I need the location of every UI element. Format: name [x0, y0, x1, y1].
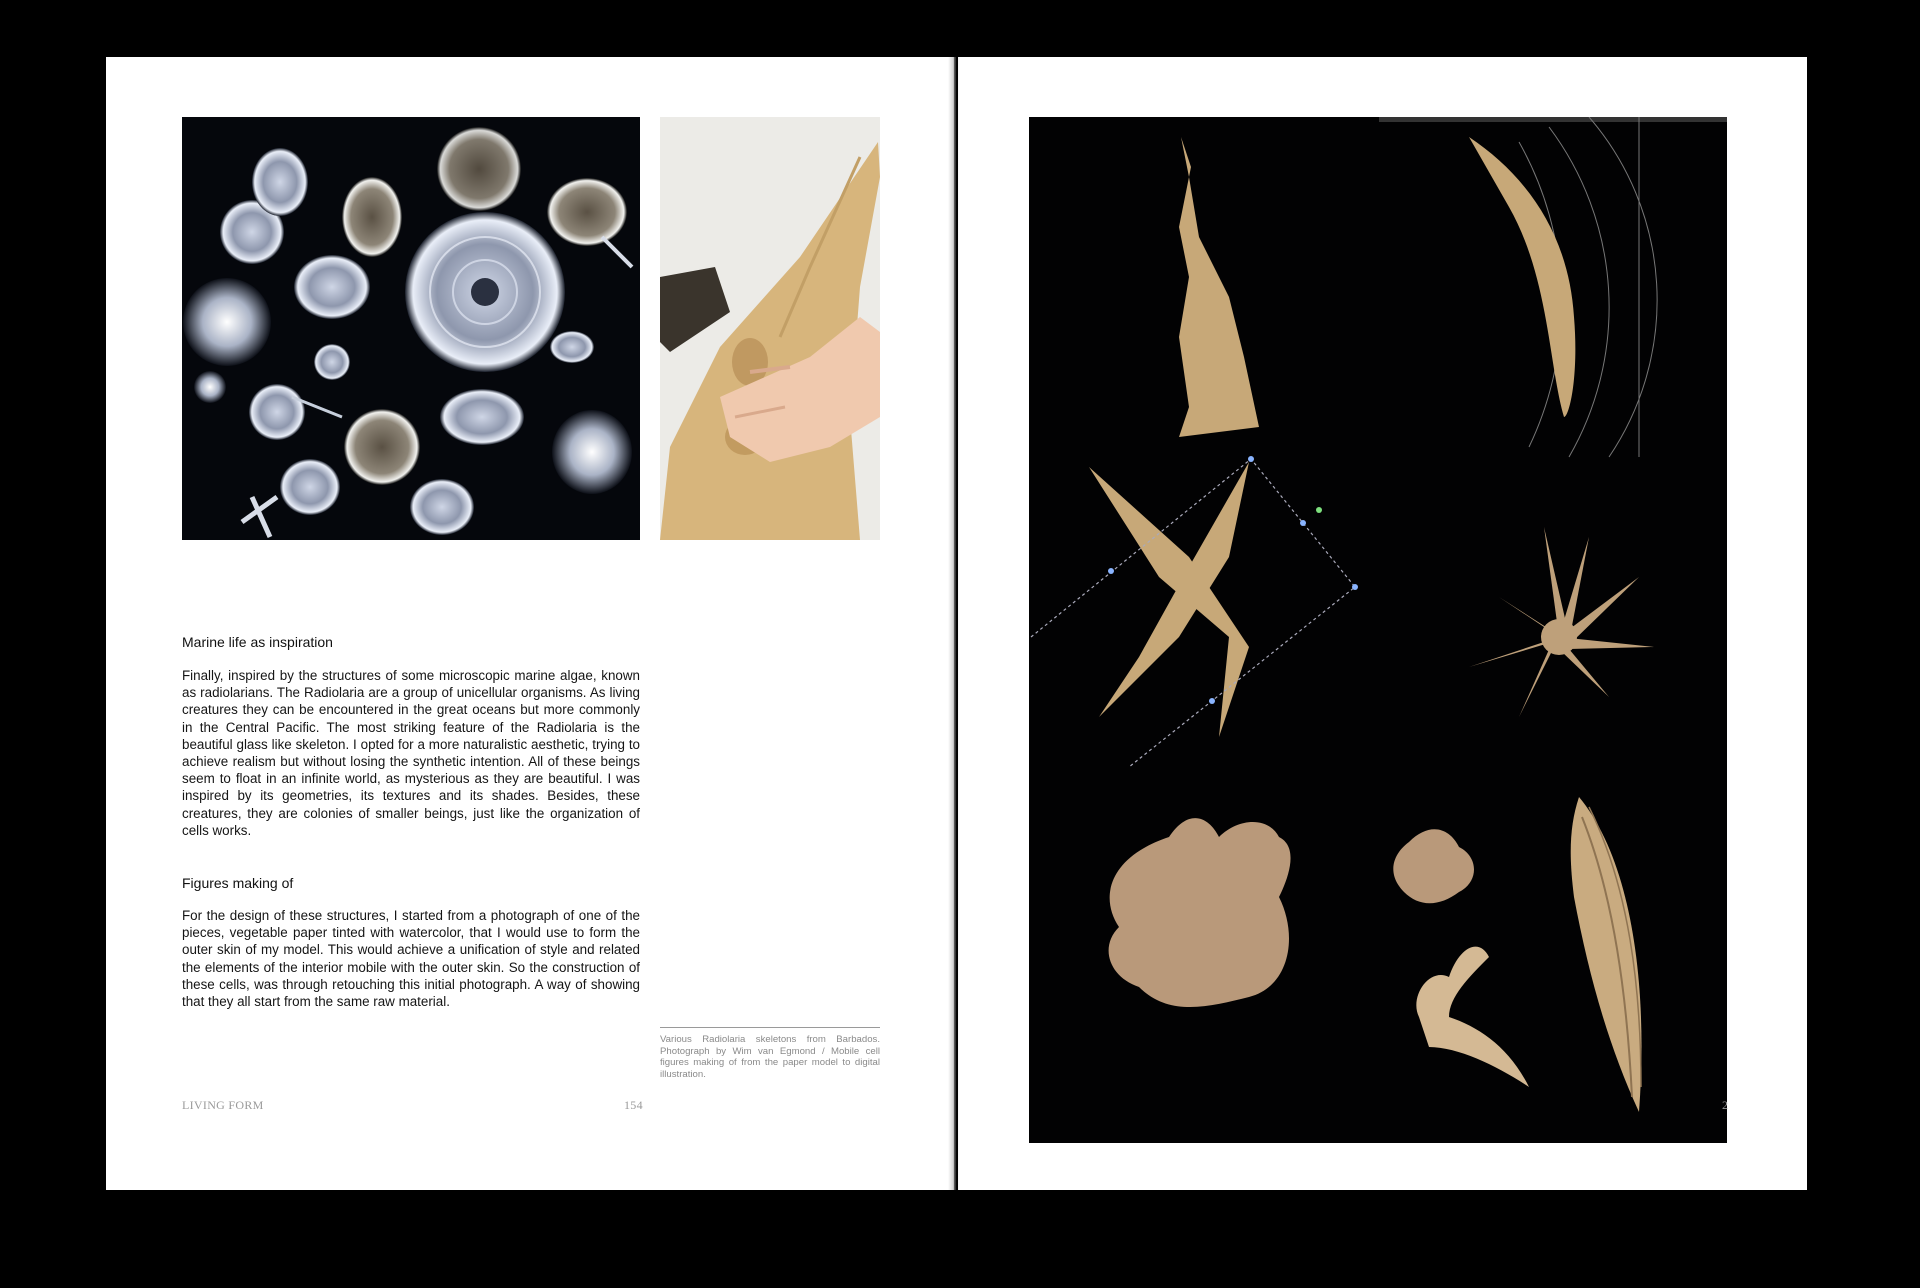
book-gutter [948, 57, 960, 1190]
paper-model-photo [660, 117, 880, 540]
page-number-left: 154 [624, 1098, 643, 1112]
section-heading-marine-life: Marine life as inspiration [182, 634, 333, 650]
section-heading-figures-making-of: Figures making of [182, 875, 294, 891]
page-number-right: 2 [1722, 1098, 1729, 1112]
running-title: LIVING FORM [182, 1098, 264, 1112]
section-body-marine-life: Finally, inspired by the structures of some microscopic marine algae, known as radiolarians. The Radiolaria are a group of unicellular organisms. As living creatures they can be encountered in the great oceans but more commonly in the Central Pacific. The most striking feature of the Radiolaria is the beautiful glass like skeleton. I opted for a more naturalistic aesthetic, trying to achieve realism but without losing the synthetic intention. All of these beings seem to float in an infinite world, as mysterious as they are beautiful. I was inspired by its geometries, its textures and its shades. Besides, these creatures, they are colonies of smaller beings, just like the organization of cells works. [182, 668, 640, 838]
section-body-figures-making-of: For the design of these structures, I started from a photograph of one of the pieces, vegetable paper tinted with watercolor, that I would use to form the outer skin of my model. This would achieve a unification of style and related the elements of the interior mobile with the outer skin. So the construction of these cells, was through retouching this initial photograph. A way of showing that they all start from the same raw material. [182, 908, 640, 1010]
digital-figures-illustration [1029, 117, 1727, 1143]
radiolaria-photo [182, 117, 640, 540]
caption-divider [660, 1027, 880, 1028]
image-caption: Various Radiolaria skeletons from Barbados. Photograph by Wim van Egmond / Mobile cell figures making of from the paper model to digital illustration. [660, 1034, 880, 1080]
